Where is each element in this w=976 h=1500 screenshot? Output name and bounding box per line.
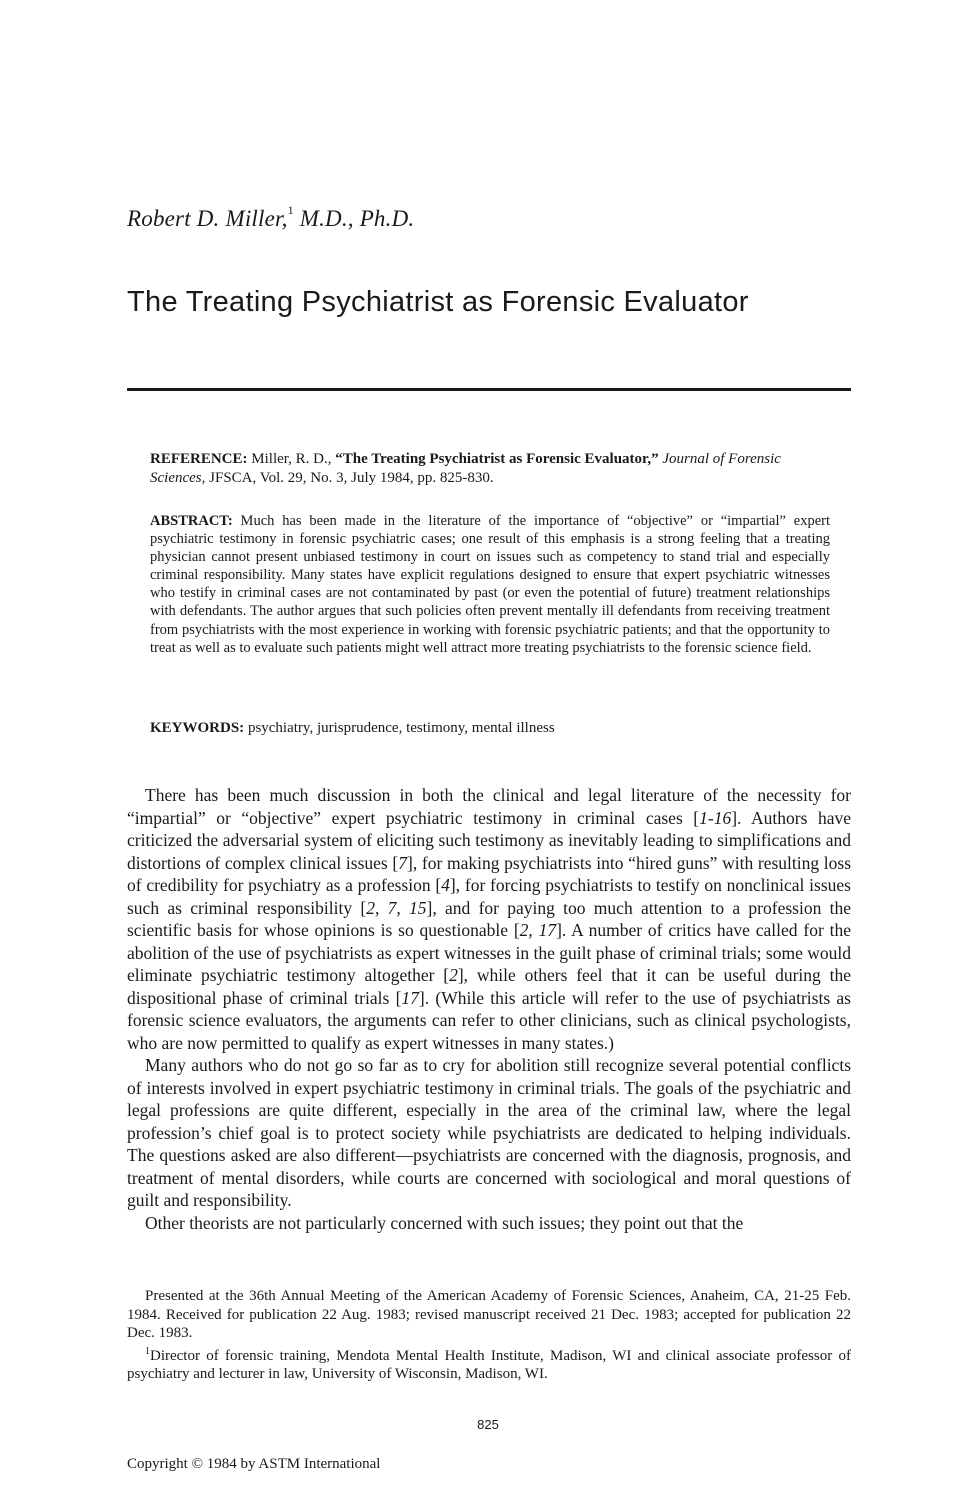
body-text [127, 784, 851, 1234]
author-degrees: M.D., Ph.D. [299, 206, 415, 231]
footnote-1-mark: 1 [145, 1345, 150, 1357]
body-paragraph-1: There has been much discussion in both the clinical and legal literature of the necessity for “impartial” or “objective” expert psychiatric testimony in criminal cases [1-16]. Authors have criticized the adversarial system of eliciting such testimony as inevitably leading to simplifications and distortions of complex clinical issues [7], for making psychiatrists into “hired guns” with resulting loss of credibility for psychiatry as a profession [4], for forcing psychiatrists to testify on nonclinical issues such as criminal responsibility [2, 7, 15], and for paying too much attention to a profession the scientific basis for whose opinions is so questionable [2, 17]. A number of critics have called for the abolition of the use of psychiatrists as expert witnesses in the guilt phase of criminal trials; some would eliminate psychiatric testimony altogether [2], while others feel that it can be useful during the dispositional phase of criminal trials [17]. (While this article will refer to the use of psychiatrists as forensic science evaluators, the arguments can refer to other clinicians, such as clinical psychologists, who are now permitted to qualify as expert witnesses in many states.) [127, 785, 852, 1053]
footnote-presented: Presented at the 36th Annual Meeting of the American Academy of Forensic Sciences, Anaheim, CA, 21-25 Feb. 1984. Received for publication 22 Aug. 1983; revised manuscript received 21 Dec. 1983; accepted for publication 22 Dec. 1983. [127, 1288, 851, 1341]
citation: 2 [449, 965, 458, 985]
author-line [127, 203, 415, 232]
keywords-label: KEYWORDS: [150, 720, 245, 736]
title-rule [127, 388, 851, 391]
citation: 2, 17 [519, 920, 557, 940]
body-paragraph-2: Many authors who do not go so far as to cry for abolition still recognize several potential conflicts of interests involved in expert psychiatric testimony in criminal trials. The goals of the psychiatric and legal professions are quite different, especially in the area of the criminal law, where the legal profession’s chief goal is to protect society while psychiatrists are dedicated to helping individuals. The questions asked are also different—psychiatrists are concerned with the diagnosis, prognosis, and treatment of mental disorders, while courts are concerned with sociological and moral questions of guilt and responsibility. [127, 1055, 851, 1210]
article-title: The Treating Psychiatrist as Forensic Evaluator [127, 286, 749, 318]
citation: 17 [401, 987, 419, 1008]
reference-label: REFERENCE: [150, 451, 248, 467]
reference-journal: Journal of Forensic Sciences, [150, 451, 781, 486]
abstract-label: ABSTRACT: [150, 513, 233, 529]
reference-details: JFSCA, Vol. 29, No. 3, July 1984, pp. 825-830. [209, 470, 494, 486]
reference-block [150, 450, 830, 488]
citation: 2, 7, 15 [366, 897, 427, 918]
citation: 4 [441, 875, 450, 895]
abstract-text: Much has been made in the literature of the importance of “objective” or “impartial” expert psychiatric testimony in forensic psychiatric cases; one result of this emphasis is a strong feeling that a treating physician cannot present unbiased testimony in court on issues such as competency to stand trial and especially criminal responsibility. Many states have explicit regulations designed to ensure that expert psychiatric witnesses who testify in criminal cases are not contaminated by past (or even the potential of future) treatment relationships with defendants. The author argues that such policies often prevent mentally ill defendants from receiving treatment from psychiatrists with the most experience in working with forensic psychiatric patients; and that the opportunity to treat as well as to evaluate such patients might well attract more treating psychiatrists to the forensic science field. [150, 513, 830, 656]
citation: 1-16 [699, 807, 732, 828]
keywords-block [150, 720, 830, 737]
body-paragraph-3: Other theorists are not particularly concerned with such issues; they point out that the [145, 1212, 744, 1233]
author-name: Robert D. Miller, [127, 206, 288, 231]
abstract-block [150, 512, 830, 657]
copyright-notice: Copyright © 1984 by ASTM International [127, 1456, 381, 1472]
page-number: 825 [477, 1417, 499, 1432]
reference-authors: Miller, R. D., [251, 451, 332, 467]
author-footnote-mark: 1 [287, 203, 294, 218]
footnote-1: $^1$Director of forensic training, Mendota Mental Health Institute, Madison, WI and clinical associate professor of psychiatry and lecturer in law, University of Wisconsin, Madison, WI. [127, 1345, 851, 1382]
footnotes [127, 1287, 851, 1384]
reference-article-title: “The Treating Psychiatrist as Forensic Evaluator,” [335, 451, 659, 467]
keywords-text: psychiatry, jurisprudence, testimony, mental illness [247, 720, 555, 736]
citation: 7 [398, 852, 407, 873]
